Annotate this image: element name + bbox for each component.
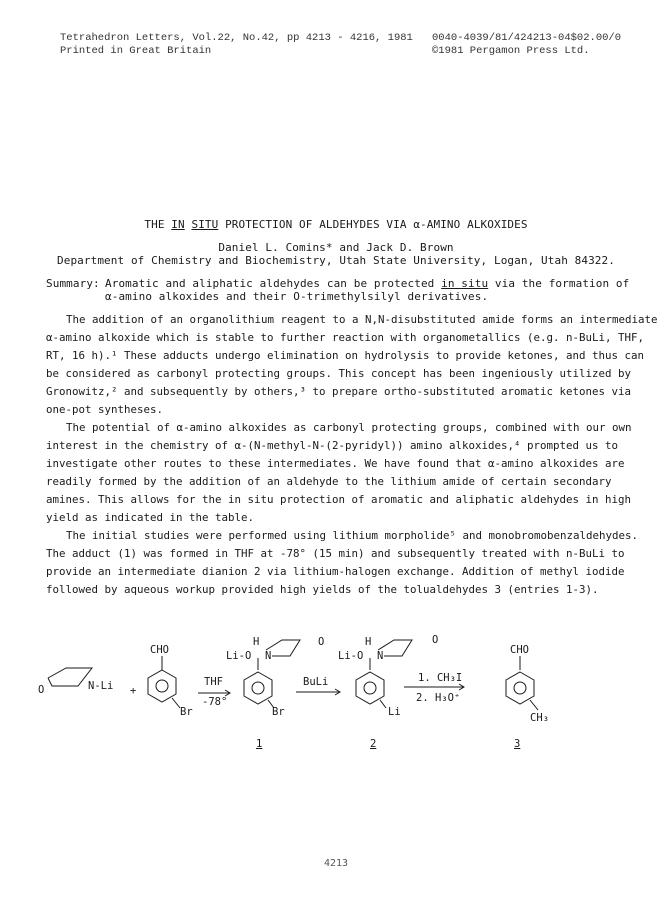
p3-line: The adduct (1) was formed in THF at -78° (15 min) and subsequently treated with n-BuLi to xyxy=(46,547,625,560)
p2-line: The potential of α-amino alkoxides as carbonyl protecting groups, combined with our own xyxy=(66,421,632,434)
title-prefix: THE xyxy=(144,218,172,231)
p2-line: readily formed by the addition of an aldehyde to the lithium amide of certain secondary xyxy=(46,475,612,488)
summary-text-b: via the formation of xyxy=(488,277,630,290)
benzene-ring-reactant xyxy=(148,656,180,708)
scheme-cho-product: CHO xyxy=(510,644,529,656)
scheme-ch3: CH₃ xyxy=(530,712,549,724)
paragraph-3 xyxy=(46,527,638,599)
journal-citation: Tetrahedron Letters, Vol.22, No.42, pp 4213 - 4216, 1981 xyxy=(60,32,413,44)
scheme-thf: THF xyxy=(204,676,223,688)
title-suffix: PROTECTION OF ALDEHYDES VIA α-AMINO ALKOXIDES xyxy=(218,218,528,231)
p2-line: interest in the chemistry of α-(N-methyl-N-(2-pyridyl)) amino alkoxides,⁴ prompted us to xyxy=(46,439,619,452)
title-in: IN xyxy=(171,218,185,231)
scheme-step-2: 2. H₃O⁺ xyxy=(416,692,461,704)
p3-line: The initial studies were performed using lithium morpholide⁵ and monobromobenzaldehydes. xyxy=(66,529,639,542)
p2-line: yield as indicated in the table. xyxy=(46,511,255,524)
compound-label-1: 1 xyxy=(256,738,263,750)
article-code: 0040-4039/81/424213-04$02.00/0 xyxy=(432,32,622,44)
scheme-o-morpholide: O xyxy=(38,684,45,696)
scheme-n-li: N-Li xyxy=(88,680,114,692)
p1-line: RT, 16 h).¹ These adducts undergo elimination on hydrolysis to provide ketones, and thus can xyxy=(46,349,645,362)
scheme-temp: -78° xyxy=(202,696,228,708)
paragraph-2 xyxy=(46,419,632,527)
scheme-br-1: Br xyxy=(272,706,285,718)
p1-line: one-pot syntheses. xyxy=(46,403,164,416)
compound-3-structure xyxy=(506,656,538,710)
summary-line-1 xyxy=(105,277,629,290)
page-number: 4213 xyxy=(323,858,349,869)
summary-text-a: Aromatic and aliphatic aldehydes can be protected xyxy=(105,277,442,290)
compound-2-structure xyxy=(356,640,412,708)
scheme-n-1: N xyxy=(265,650,272,662)
scheme-step-1: 1. CH₃I xyxy=(418,672,463,684)
scheme-plus: + xyxy=(130,685,137,697)
article-title xyxy=(0,218,672,231)
scheme-n-2: N xyxy=(377,650,384,662)
p3-line: followed by aqueous workup provided high yields of the tolualdehydes 3 (entries 1-3). xyxy=(46,583,599,596)
compound-1-structure xyxy=(244,640,300,708)
summary-line-2: α-amino alkoxides and their O-trimethylsilyl derivatives. xyxy=(105,290,489,303)
scheme-o-1: O xyxy=(318,636,325,648)
p1-line: The addition of an organolithium reagent to a N,N-disubstituted amide forms an intermediate xyxy=(66,313,658,326)
morpholine-ring xyxy=(48,668,92,686)
scheme-o-2: O xyxy=(432,634,439,646)
authors: Daniel L. Comins* and Jack D. Brown xyxy=(218,241,454,254)
summary-label: Summary: xyxy=(46,277,100,290)
compound-label-3: 3 xyxy=(514,738,521,750)
title-situ: SITU xyxy=(191,218,219,231)
p1-line: α-amino alkoxide which is stable to further reaction with organometallics (e.g. n-BuLi, THF, xyxy=(46,331,645,344)
scheme-buli: BuLi xyxy=(303,676,329,688)
p3-line: provide an intermediate dianion 2 via lithium-halogen exchange. Addition of methyl iodide xyxy=(46,565,625,578)
paragraph-1 xyxy=(46,311,658,419)
scheme-lio-1: Li-O xyxy=(226,650,252,662)
scheme-h-2: H xyxy=(365,636,372,648)
summary-in-situ: in situ xyxy=(441,277,489,290)
compound-label-2: 2 xyxy=(370,738,377,750)
copyright: ©1981 Pergamon Press Ltd. xyxy=(432,45,590,57)
p1-line: be considered as carbonyl protecting groups. This concept has been ingeniously utilized by xyxy=(46,367,632,380)
scheme-lio-2: Li-O xyxy=(338,650,364,662)
scheme-h-1: H xyxy=(253,636,260,648)
scheme-br-reactant: Br xyxy=(180,706,193,718)
p2-line: amines. This allows for the in situ protection of aromatic and aliphatic aldehydes in high xyxy=(46,493,632,506)
affiliation: Department of Chemistry and Biochemistry, Utah State University, Logan, Utah 84322. xyxy=(57,254,615,267)
scheme-li-2: Li xyxy=(388,706,401,718)
scheme-cho-reactant: CHO xyxy=(150,644,169,656)
p1-line: Gronowitz,² and subsequently by others,³ to prepare ortho-substituted aromatic ketones via xyxy=(46,385,632,398)
p2-line: investigate other routes to these intermediates. We have found that α-amino alkoxides are xyxy=(46,457,625,470)
printed-in: Printed in Great Britain xyxy=(60,45,212,57)
